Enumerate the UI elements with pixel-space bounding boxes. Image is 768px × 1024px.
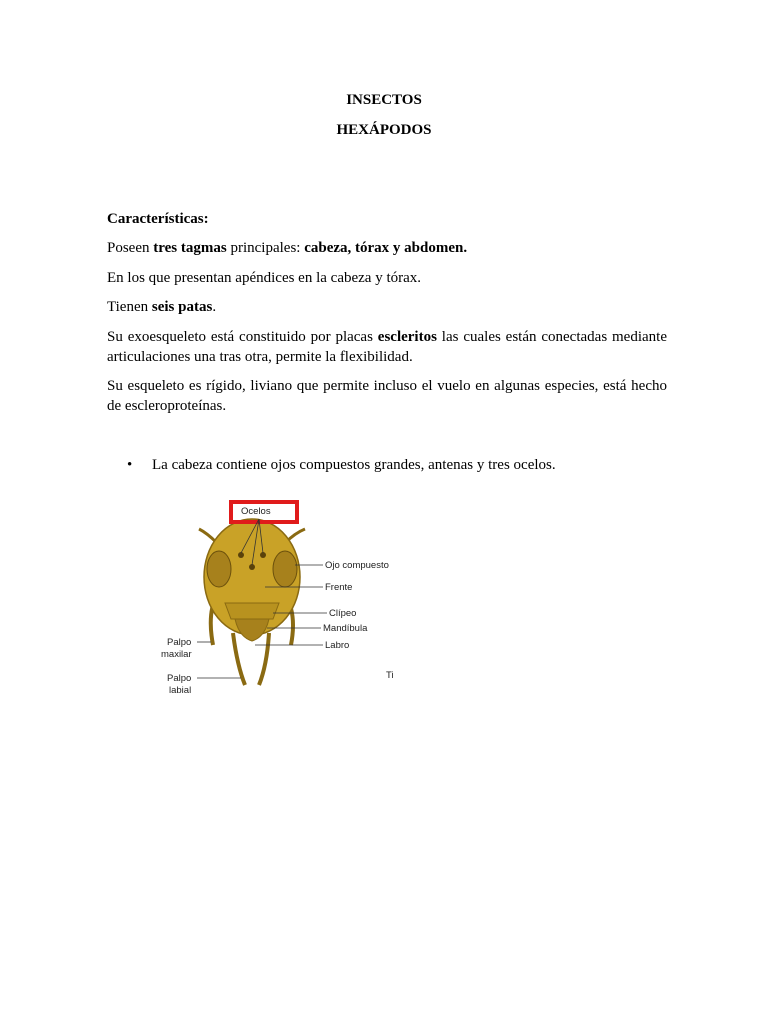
text-run: .	[212, 299, 217, 315]
label-clipped: Ti	[386, 670, 394, 681]
label-ocelos: Ocelos	[241, 506, 271, 517]
labial-palp-right-icon	[259, 633, 269, 685]
label-ojo-compuesto: Ojo compuesto	[325, 560, 389, 571]
section-label-text: Características:	[107, 211, 209, 227]
paragraph-apendices: En los que presentan apéndices en la cabeza y tórax.	[107, 270, 422, 286]
text-run: principales:	[226, 240, 305, 256]
text-run: Poseen	[107, 240, 154, 256]
paragraph-exoesqueleto	[107, 328, 667, 367]
compound-eye-left-icon	[207, 551, 231, 587]
label-frente: Frente	[325, 582, 353, 593]
bold-run: seis patas	[151, 299, 213, 315]
insect-head-svg	[155, 495, 400, 705]
label-clipeo: Clípeo	[329, 608, 357, 619]
bullet-text: La cabeza contiene ojos compuestos grandes, antenas y tres ocelos.	[152, 457, 556, 473]
label-palpo-maxilar-2: maxilar	[161, 649, 192, 660]
labial-palp-left-icon	[233, 633, 245, 685]
document-title: INSECTOS	[346, 92, 422, 108]
label-palpo-maxilar: Palpo	[167, 637, 192, 648]
document-subtitle: HEXÁPODOS	[336, 122, 432, 138]
bold-run: escleritos	[377, 329, 437, 345]
label-palpo-labial-2: labial	[169, 685, 192, 696]
paragraph-tagmas	[107, 239, 667, 259]
text-run: las cuales están conectadas mediante articulaciones una tras otra, permite la flexibilidad.	[107, 329, 667, 365]
labrum-icon	[235, 619, 269, 641]
text-run: Su exoesqueleto está constituido por placas	[107, 329, 378, 345]
bold-run: tres tagmas	[153, 240, 227, 256]
label-mandibula: Mandíbula	[323, 623, 368, 634]
insect-head-diagram	[155, 495, 400, 705]
label-labro: Labro	[325, 640, 350, 651]
bullet-icon: •	[127, 457, 133, 473]
section-label	[107, 210, 667, 230]
label-palpo-labial: Palpo	[167, 673, 192, 684]
paragraph-patas	[107, 298, 667, 318]
paragraph-esqueleto: Su esqueleto es rígido, liviano que permite incluso el vuelo en algunas especies, está hecho de escleroproteínas.	[107, 378, 667, 414]
clypeus-icon	[225, 603, 279, 619]
compound-eye-right-icon	[273, 551, 297, 587]
text-run: Tienen	[107, 299, 152, 315]
bold-run: cabeza, tórax y abdomen.	[304, 240, 468, 256]
